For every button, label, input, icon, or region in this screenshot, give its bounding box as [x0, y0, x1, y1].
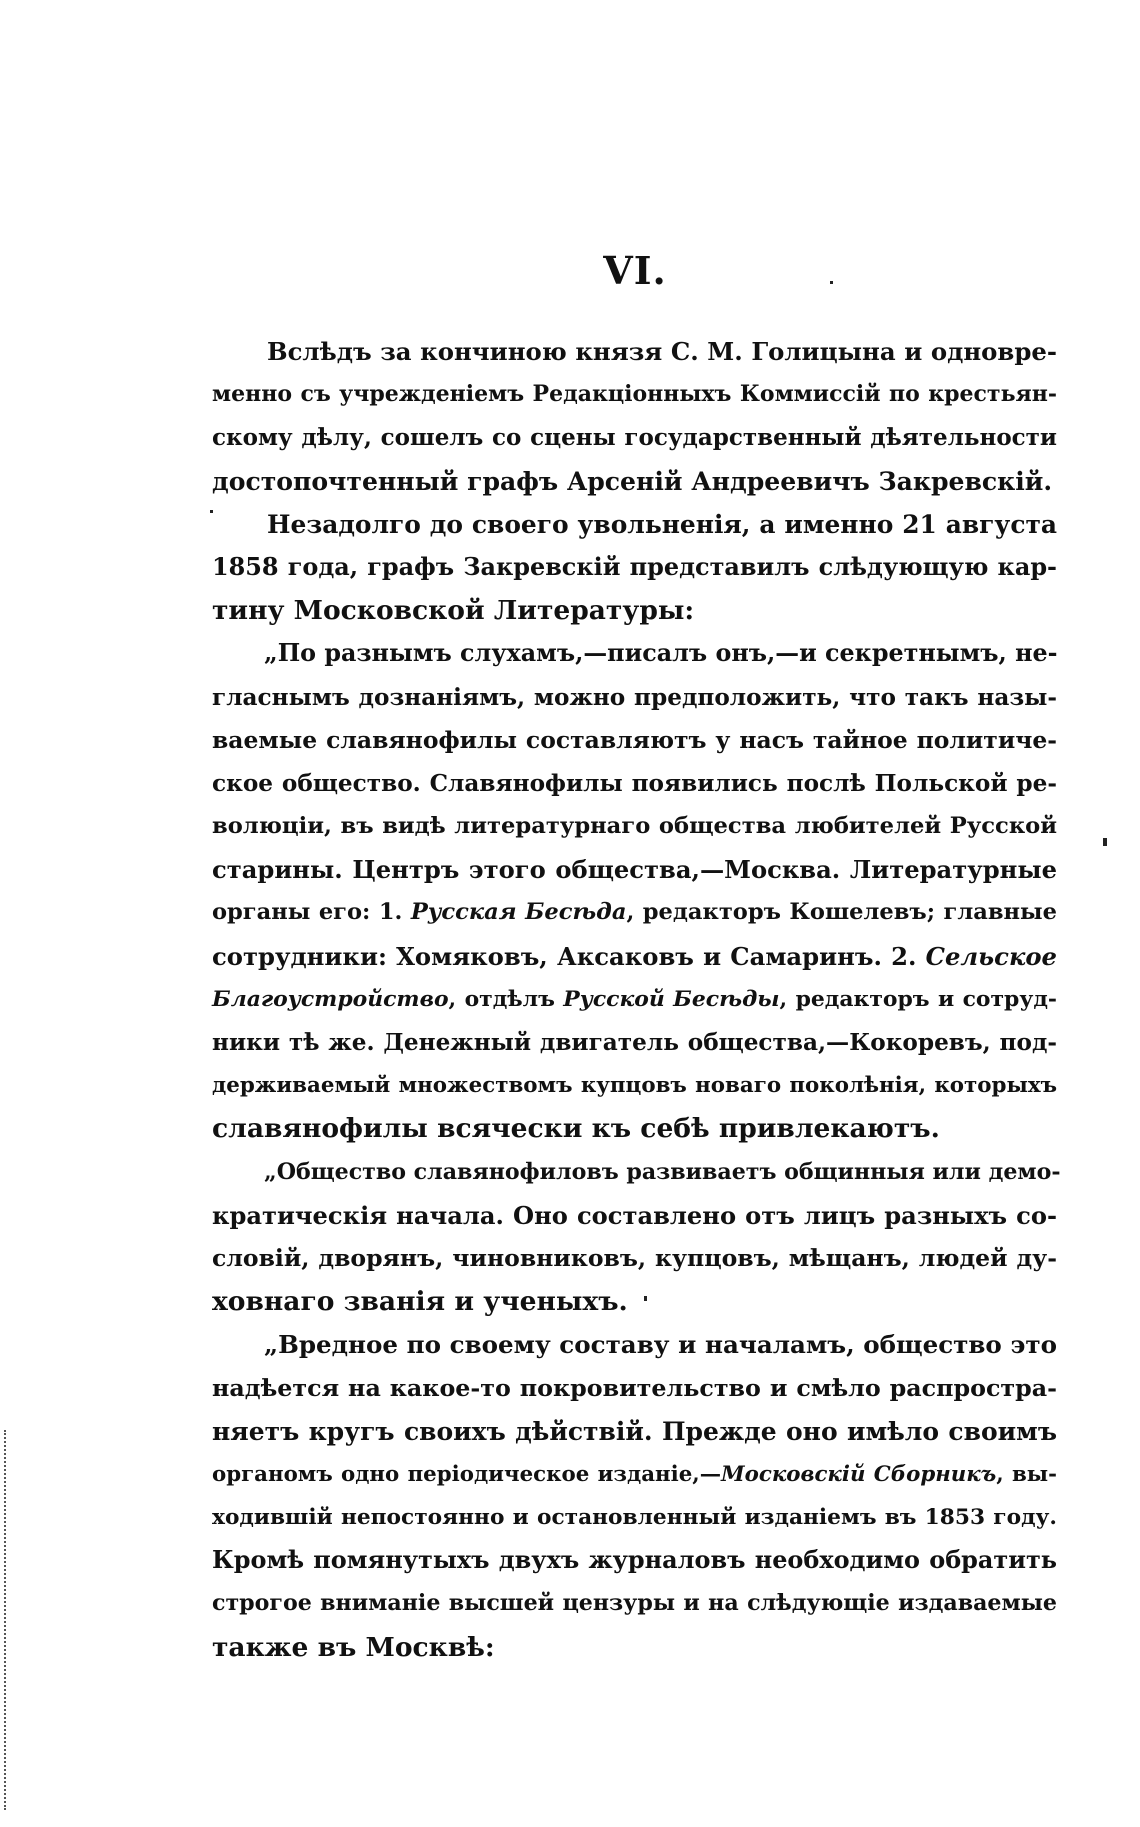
paragraph — [212, 1151, 1061, 1324]
paragraph — [212, 330, 1057, 503]
text-run: , отдѣлъ — [448, 985, 564, 1012]
text-line: кратическія начала. Оно составлено отъ лицъ разныхъ со- — [212, 1200, 1057, 1230]
text-line: тину Московской Литературы: — [212, 595, 695, 627]
text-line — [212, 978, 1057, 1021]
text-line: Незадолго до своего увольненія, а именно 21 августа — [267, 509, 1057, 539]
text-line: 1858 года, графъ Закревскій представилъ слѣдующую кар- — [212, 552, 1057, 581]
text-run: , редакторъ Кошелевъ; главные — [626, 899, 1057, 926]
text-line: ское общество. Славянофилы появились послѣ Польской ре- — [212, 769, 1057, 797]
text-line: строгое вниманіе высшей цензуры и на слѣдующіе издаваемые — [212, 1590, 1057, 1617]
text-run: сотрудники: Хомяковъ, Аксаковъ и Самаринъ. 2. — [212, 941, 926, 971]
text-line: скому дѣлу, сошелъ со сцены государственный дѣятельности — [212, 424, 1057, 452]
journal-title-italic: Благоустройство — [212, 985, 449, 1012]
text-line: ходившій непостоянно и остановленный изданіемъ въ 1853 году. — [212, 1505, 1057, 1531]
text-line: словій, дворянъ, чиновниковъ, купцовъ, мѣщанъ, людей ду- — [212, 1243, 1057, 1272]
scan-speck — [210, 510, 213, 513]
text-line: держиваемый множествомъ купцовъ новаго поколѣнія, которыхъ — [212, 1073, 1057, 1099]
paragraph — [212, 632, 1057, 1150]
text-line: ваемые славянофилы составляютъ у насъ тайное политиче- — [212, 725, 1057, 754]
text-line: Вслѣдъ за кончиною князя С. М. Голицына и одновре- — [267, 337, 1057, 366]
paragraph — [212, 1323, 1057, 1669]
text-line: ховнаго званія и ученыхъ. — [212, 1286, 628, 1318]
journal-title-italic: Русская Бесѣда — [410, 899, 627, 926]
scan-speck — [644, 1296, 647, 1301]
text-line: славянофилы всячески къ себѣ привлекаютъ. — [212, 1113, 940, 1145]
text-line: „Вредное по своему составу и началамъ, общество это — [264, 1330, 1057, 1360]
body-text — [212, 330, 1061, 1669]
text-line: Кромѣ помянутыхъ двухъ журналовъ необходимо обратить — [212, 1546, 1057, 1575]
text-line — [212, 935, 1057, 978]
text-line: также въ Москвѣ: — [212, 1631, 495, 1663]
text-line: менно съ учрежденіемъ Редакціонныхъ Коммиссій по крестьян- — [212, 381, 1057, 408]
text-run: органомъ одно періодическое изданіе,— — [212, 1461, 722, 1487]
text-line: „По разнымъ слухамъ,—писалъ онъ,—и секретнымъ, не- — [264, 639, 1058, 668]
text-line: ники тѣ же. Денежный двигатель общества,—Кокоревъ, под- — [212, 1029, 1057, 1056]
text-run: , редакторъ и сотруд- — [779, 985, 1058, 1012]
journal-title-italic: Московскій Сборникъ — [721, 1461, 997, 1487]
scan-speck — [1103, 838, 1107, 846]
text-line — [212, 1453, 1057, 1496]
text-line: „Общество славянофиловъ развиваетъ общинныя или демо- — [264, 1158, 1061, 1185]
text-line: достопочтенный графъ Арсеній Андреевичъ Закревскій. — [212, 465, 1053, 496]
scan-speck — [830, 281, 833, 284]
text-run: , вы- — [996, 1461, 1057, 1487]
text-line: надѣется на какое-то покровительство и смѣло распростра- — [212, 1373, 1057, 1402]
journal-title-italic: Сельское — [925, 941, 1057, 971]
chapter-heading: VI. — [603, 248, 667, 293]
text-line: няетъ кругъ своихъ дѣйствій. Прежде оно имѣло своимъ — [212, 1416, 1057, 1446]
text-line — [212, 891, 1057, 934]
text-line: гласнымъ дознаніямъ, можно предположить, что такъ назы- — [212, 683, 1057, 711]
text-run: органы его: 1. — [212, 899, 411, 926]
text-line: волюціи, въ видѣ литературнаго общества любителей Русской — [212, 813, 1057, 840]
text-line: старины. Центръ этого общества,—Москва. Литературные — [212, 855, 1057, 885]
scan-edge-mark — [4, 1430, 8, 1810]
journal-title-italic: Русской Бесѣды — [563, 985, 780, 1012]
paragraph — [212, 503, 1057, 633]
